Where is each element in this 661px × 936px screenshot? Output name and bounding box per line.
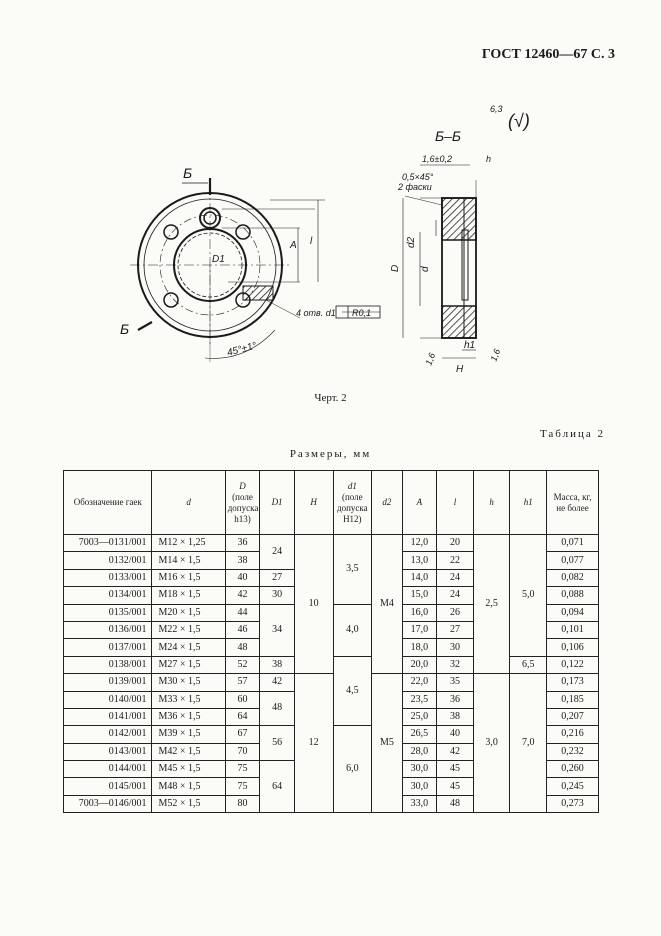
table-cell: 48 xyxy=(437,795,474,812)
table-cell: M36 × 1,5 xyxy=(152,708,225,725)
table-cell: 44 xyxy=(225,604,260,621)
table-cell: 0,088 xyxy=(547,587,599,604)
table-cell: M52 × 1,5 xyxy=(152,795,225,812)
table-cell: 48 xyxy=(260,691,295,726)
table-cell: 0,077 xyxy=(547,552,599,569)
col-D: D (поле допуска h13) xyxy=(225,471,260,535)
table-cell: 42 xyxy=(437,743,474,760)
table-cell: M22 × 1,5 xyxy=(152,621,225,638)
table-cell: M14 × 1,5 xyxy=(152,552,225,569)
table-cell: 0134/001 xyxy=(64,587,152,604)
holes-note: 4 отв. d1 xyxy=(296,308,336,318)
table-row xyxy=(64,535,599,552)
table-cell: 0135/001 xyxy=(64,604,152,621)
table-cell: 3,0 xyxy=(473,674,510,813)
table-cell: 33,0 xyxy=(402,795,437,812)
label-d2: d2 xyxy=(406,236,417,248)
table-cell: 42 xyxy=(225,587,260,604)
table-cell: M45 × 1,5 xyxy=(152,761,225,778)
table-cell: 26 xyxy=(437,604,474,621)
table-cell: 4,5 xyxy=(333,656,372,726)
section-label: Б–Б xyxy=(435,128,462,144)
col-h: h xyxy=(473,471,510,535)
table-label: Таблица 2 xyxy=(539,428,605,440)
section-view xyxy=(336,165,476,358)
table-cell: 7003—0131/001 xyxy=(64,535,152,552)
table-cell: 0141/001 xyxy=(64,708,152,725)
cut-label-bottom: Б xyxy=(120,321,130,337)
table-cell: 20 xyxy=(437,535,474,552)
table-cell: 22 xyxy=(437,552,474,569)
table-cell: 0,207 xyxy=(547,708,599,725)
dimensions-table xyxy=(63,470,599,813)
table-cell: 2,5 xyxy=(473,535,510,674)
table-cell: 6,5 xyxy=(510,656,547,673)
table-cell: 57 xyxy=(225,674,260,691)
table-cell: 0,071 xyxy=(547,535,599,552)
table-cell: 18,0 xyxy=(402,639,437,656)
technical-drawing xyxy=(0,0,661,400)
table-cell: 64 xyxy=(260,761,295,813)
table-cell: M4 xyxy=(372,535,403,674)
table-cell: 35 xyxy=(437,674,474,691)
table-cell: 30,0 xyxy=(402,761,437,778)
label-D1: D1 xyxy=(212,254,225,265)
table-cell: M42 × 1,5 xyxy=(152,743,225,760)
table-cell: M30 × 1,5 xyxy=(152,674,225,691)
table-cell: 64 xyxy=(225,708,260,725)
chamfer-3: 2 фаски xyxy=(398,182,432,192)
table-cell: 70 xyxy=(225,743,260,760)
table-cell: M18 × 1,5 xyxy=(152,587,225,604)
label-l: l xyxy=(310,236,313,247)
col-d2: d2 xyxy=(372,471,403,535)
table-cell: 27 xyxy=(260,569,295,586)
table-cell: 30 xyxy=(437,639,474,656)
chamfer-2: 0,5×45° xyxy=(402,172,434,182)
table-cell: 42 xyxy=(260,674,295,691)
roughness: 6,3 xyxy=(490,104,503,114)
label-A: A xyxy=(290,240,297,251)
table-cell: 15,0 xyxy=(402,587,437,604)
table-cell: 23,5 xyxy=(402,691,437,708)
table-cell: 38 xyxy=(225,552,260,569)
col-designation: Обозначение гаек xyxy=(64,471,152,535)
table-cell: 75 xyxy=(225,761,260,778)
table-cell: 0133/001 xyxy=(64,569,152,586)
table-cell: 0145/001 xyxy=(64,778,152,795)
table-cell: 0,082 xyxy=(547,569,599,586)
page-header: ГОСТ 12460—67 С. 3 xyxy=(481,47,615,62)
col-d: d xyxy=(152,471,225,535)
front-view xyxy=(130,178,325,362)
table-cell: 34 xyxy=(260,604,295,656)
table-cell: M48 × 1,5 xyxy=(152,778,225,795)
table-cell: 24 xyxy=(437,587,474,604)
chamfer-1: 1,6±0,2 xyxy=(422,154,452,164)
table-cell: 0,232 xyxy=(547,743,599,760)
table-cell: 12 xyxy=(294,674,333,813)
label-H: H xyxy=(456,364,464,375)
figure-caption: Черт. 2 xyxy=(314,392,347,404)
label-h: h xyxy=(486,154,492,164)
table-cell: 20,0 xyxy=(402,656,437,673)
table-cell: 0,260 xyxy=(547,761,599,778)
table-cell: 48 xyxy=(225,639,260,656)
table-cell: 0142/001 xyxy=(64,726,152,743)
table-cell: M16 × 1,5 xyxy=(152,569,225,586)
table-cell: 0,122 xyxy=(547,656,599,673)
table-cell: 56 xyxy=(260,726,295,761)
table-cell: 0,216 xyxy=(547,726,599,743)
col-l: l xyxy=(437,471,474,535)
table-cell: 0132/001 xyxy=(64,552,152,569)
table-cell: 3,5 xyxy=(333,535,372,605)
table-cell: 13,0 xyxy=(402,552,437,569)
col-A: A xyxy=(402,471,437,535)
table-cell: 36 xyxy=(225,535,260,552)
table-cell: 0,185 xyxy=(547,691,599,708)
label-f2: 1,6 xyxy=(488,347,503,363)
table-cell: 0,094 xyxy=(547,604,599,621)
table-cell: 0144/001 xyxy=(64,761,152,778)
table-cell: 67 xyxy=(225,726,260,743)
table-cell: M27 × 1,5 xyxy=(152,656,225,673)
table-cell: 30 xyxy=(260,587,295,604)
table-cell: 7,0 xyxy=(510,674,547,813)
table-cell: 6,0 xyxy=(333,726,372,813)
table-cell: 36 xyxy=(437,691,474,708)
table-cell: M39 × 1,5 xyxy=(152,726,225,743)
table-cell: 80 xyxy=(225,795,260,812)
table-cell: 27 xyxy=(437,621,474,638)
table-cell: 5,0 xyxy=(510,535,547,657)
table-cell: 25,0 xyxy=(402,708,437,725)
table-cell: 52 xyxy=(225,656,260,673)
table-cell: 24 xyxy=(260,535,295,570)
table-cell: 10 xyxy=(294,535,333,674)
table-cell: 0136/001 xyxy=(64,621,152,638)
table-cell: 0,106 xyxy=(547,639,599,656)
table-cell: 0,173 xyxy=(547,674,599,691)
table-cell: 46 xyxy=(225,621,260,638)
table-cell: 60 xyxy=(225,691,260,708)
table-cell: 12,0 xyxy=(402,535,437,552)
table-cell: 22,0 xyxy=(402,674,437,691)
table-cell: 14,0 xyxy=(402,569,437,586)
table-header-row xyxy=(64,471,599,535)
table-cell: 45 xyxy=(437,778,474,795)
table-cell: 0,245 xyxy=(547,778,599,795)
table-cell: 40 xyxy=(437,726,474,743)
table-cell: 4,0 xyxy=(333,604,372,656)
col-d1: d1 (поле допуска H12) xyxy=(333,471,372,535)
table-cell: M12 × 1,25 xyxy=(152,535,225,552)
table-cell: 24 xyxy=(437,569,474,586)
table-cell: 7003—0146/001 xyxy=(64,795,152,812)
label-D: D xyxy=(390,264,401,272)
table-cell: 45 xyxy=(437,761,474,778)
table-cell: 38 xyxy=(437,708,474,725)
table-cell: 16,0 xyxy=(402,604,437,621)
table-cell: 0,101 xyxy=(547,621,599,638)
table-cell: 28,0 xyxy=(402,743,437,760)
roughness-rest: (√) xyxy=(508,111,530,131)
table-cell: 30,0 xyxy=(402,778,437,795)
table-cell: 0138/001 xyxy=(64,656,152,673)
table-cell: M5 xyxy=(372,674,403,813)
label-angle: 45°±1° xyxy=(225,340,258,359)
tolerance: R0,1 xyxy=(352,308,372,318)
table-cell: 0139/001 xyxy=(64,674,152,691)
table-title: Размеры, мм xyxy=(289,448,372,460)
col-mass: Масса, кг, не более xyxy=(547,471,599,535)
table-cell: M24 × 1,5 xyxy=(152,639,225,656)
label-h1: h1 xyxy=(464,340,476,351)
col-D1: D1 xyxy=(260,471,295,535)
table-cell: 0137/001 xyxy=(64,639,152,656)
table-cell: 0,273 xyxy=(547,795,599,812)
table-cell: 0143/001 xyxy=(64,743,152,760)
table-cell: 40 xyxy=(225,569,260,586)
table-cell: M33 × 1,5 xyxy=(152,691,225,708)
label-d: d xyxy=(420,266,431,272)
table-cell: 26,5 xyxy=(402,726,437,743)
col-H: H xyxy=(294,471,333,535)
table-cell: 17,0 xyxy=(402,621,437,638)
table-cell: 38 xyxy=(260,656,295,673)
table-cell: M20 × 1,5 xyxy=(152,604,225,621)
col-h1: h1 xyxy=(510,471,547,535)
label-f1: 1,6 xyxy=(423,351,438,367)
table-cell: 0140/001 xyxy=(64,691,152,708)
table-cell: 32 xyxy=(437,656,474,673)
cut-label-top: Б xyxy=(183,165,193,181)
table-cell: 75 xyxy=(225,778,260,795)
table-row xyxy=(64,674,599,691)
